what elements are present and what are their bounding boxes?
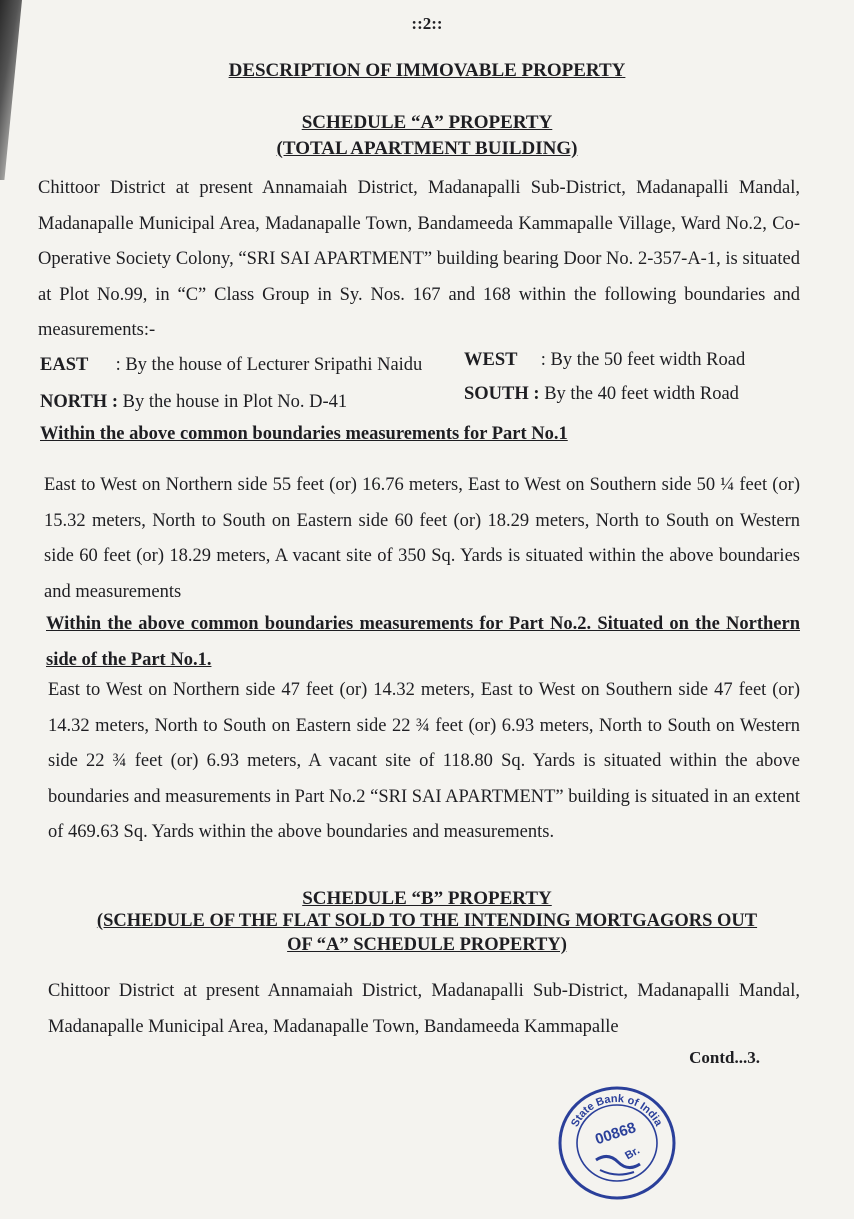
schedule-a-subtitle: (TOTAL APARTMENT BUILDING): [276, 138, 578, 159]
part2-heading: Within the above common boundaries measurements for Part No.2. Situated on the Northern side of the Part No.1.: [46, 614, 800, 670]
schedule-a-intro: Chittoor District at present Annamaiah District, Madanapalli Sub-District, Madanapalli Mandal, Madanapalle Municipal Area, Madanapalle Town, Bandameeda Kammapalle Village, Ward No.2, Co-Operative Society Colony, “SRI SAI APARTMENT” building bearing Door No. 2-357-A-1, is situated at Plot No.99, in “C” Class Group in Sy. Nos. 167 and 168 within the following boundaries and measurements:-: [38, 178, 800, 340]
west-value: : By the 50 feet width Road: [540, 350, 746, 370]
schedule-b-subtitle-line2: OF “A” SCHEDULE PROPERTY): [287, 935, 567, 955]
seal-top-text: State Bank of India: [569, 1092, 665, 1129]
north-boundary: [40, 392, 347, 413]
south-label: SOUTH :: [464, 384, 540, 404]
schedule-b-intro: Chittoor District at present Annamaiah District, Madanapalli Sub-District, Madanapalli Mandal, Madanapalle Municipal Area, Madanapalle Town, Bandameeda Kammapalle: [48, 981, 800, 1037]
part1-text: East to West on Northern side 55 feet (or) 16.76 meters, East to West on Southern side 50 ¼ feet (or) 15.32 meters, North to South on Eastern side 60 feet (or) 18.29 meters, North to South on Western side 60 feet (or) 18.29 meters, A vacant site of 350 Sq. Yards is situated within the above boundaries and measurements: [44, 475, 800, 602]
schedule-b-subtitle-line1: (SCHEDULE OF THE FLAT SOLD TO THE INTENDING MORTGAGORS OUT: [96, 911, 758, 931]
south-boundary: [464, 384, 739, 405]
seal-code: 00868: [593, 1119, 639, 1149]
bank-seal-stamp: [556, 1082, 678, 1204]
part2-text: East to West on Northern side 47 feet (or) 14.32 meters, East to West on Southern side 47 feet (or) 14.32 meters, North to South on Eastern side 22 ¾ feet (or) 6.93 meters, North to South on Western side 22 ¾ feet (or) 6.93 meters, A vacant site of 118.80 Sq. Yards is situated within the above boundaries and measurements in Part No.2 “SRI SAI APARTMENT” building is situated in an extent of 469.63 Sq. Yards within the above boundaries and measurements.: [48, 680, 800, 842]
schedule-a-title: SCHEDULE “A” PROPERTY: [301, 112, 553, 133]
north-label: NORTH :: [40, 392, 118, 412]
east-boundary: [40, 355, 422, 376]
south-value: By the 40 feet width Road: [544, 384, 739, 404]
part1-heading: Within the above common boundaries measurements for Part No.1: [40, 424, 568, 444]
north-value: By the house in Plot No. D-41: [122, 392, 348, 412]
schedule-b-title: SCHEDULE “B” PROPERTY: [302, 888, 552, 909]
east-value: : By the house of Lecturer Sripathi Naidu: [115, 355, 423, 375]
seal-branch: Br.: [623, 1144, 642, 1163]
main-heading: DESCRIPTION OF IMMOVABLE PROPERTY: [228, 60, 626, 81]
continued-note: Contd...3.: [689, 1048, 760, 1067]
east-label: EAST: [40, 355, 89, 375]
page-number: ::2::: [411, 14, 443, 33]
west-boundary: [464, 350, 745, 371]
west-label: WEST: [464, 350, 518, 370]
